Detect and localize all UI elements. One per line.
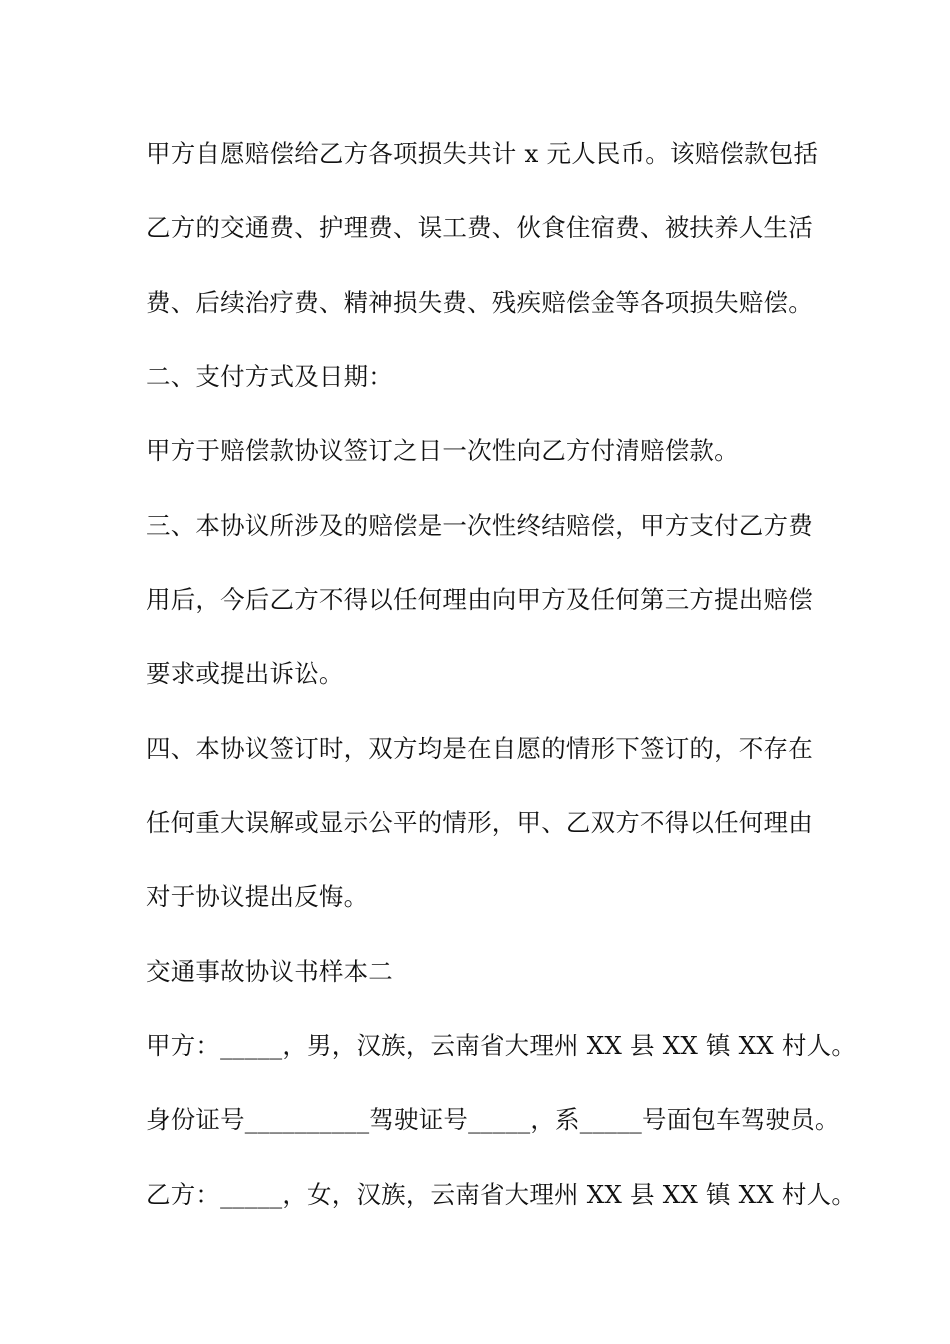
clause-three-line-2: 用后，今后乙方不得以任何理由向甲方及任何第三方提出赔偿 [146,585,813,614]
clause-four-line-1: 四、本协议签订时，双方均是在自愿的情形下签订的，不存在 [146,734,813,763]
clause-three-line-3: 要求或提出诉讼。 [146,659,344,688]
clause-four-line-2: 任何重大误解或显示公平的情形，甲、乙双方不得以任何理由 [146,808,813,837]
party-a-id-and-license: 身份证号__________驾驶证号_____，系_____号面包车驾驶员。 [146,1105,840,1134]
sample-two-title: 交通事故协议书样本二 [146,957,393,986]
party-b-info: 乙方：_____，女，汉族，云南省大理州 XX 县 XX 镇 XX 村人。 [146,1180,857,1209]
party-a-info: 甲方：_____，男，汉族，云南省大理州 XX 县 XX 镇 XX 村人。 [146,1031,857,1060]
clause-three-line-1: 三、本协议所涉及的赔偿是一次性终结赔偿，甲方支付乙方费 [146,511,813,540]
paragraph-compensation-amount-line-3: 费、后续治疗费、精神损失费、残疾赔偿金等各项损失赔偿。 [146,288,813,317]
section-heading-payment: 二、支付方式及日期： [146,362,393,391]
paragraph-compensation-amount-line-1: 甲方自愿赔偿给乙方各项损失共计 x 元人民币。该赔偿款包括 [146,139,819,168]
paragraph-compensation-amount-line-2: 乙方的交通费、护理费、误工费、伙食住宿费、被扶养人生活 [146,213,813,242]
clause-four-line-3: 对于协议提出反悔。 [146,882,369,911]
paragraph-payment-terms: 甲方于赔偿款协议签订之日一次性向乙方付清赔偿款。 [146,436,739,465]
